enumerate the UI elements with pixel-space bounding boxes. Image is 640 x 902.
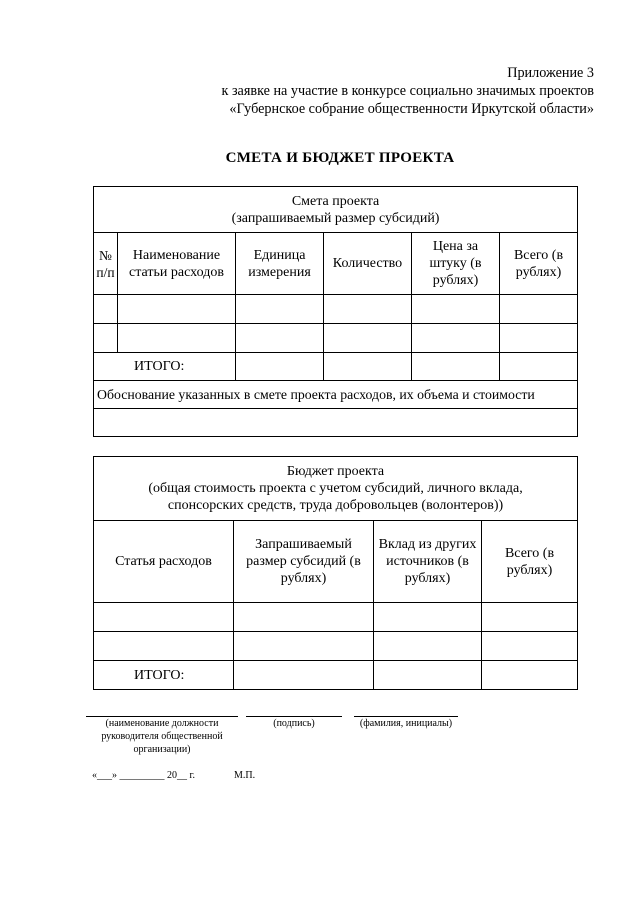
table-cell[interactable] [324,353,412,381]
col-header-qty: Количество [324,233,412,295]
appendix-number: Приложение 3 [507,65,594,81]
table-cell[interactable] [500,295,578,324]
col-header-item: Статья расходов [94,521,234,603]
table-cell[interactable] [118,324,236,353]
signature-caption: (подпись) [273,718,315,729]
table-cell[interactable] [412,295,500,324]
col-header-no: № п/п [94,233,118,295]
appendix-subtitle: к заявке на участие в конкурсе социально значимых проектов [221,83,594,99]
smeta-title: Смета проекта [291,193,380,209]
table-cell[interactable] [374,632,482,661]
budget-title-cell [94,457,578,521]
table-cell[interactable] [482,661,578,690]
table-cell[interactable] [234,632,374,661]
col-header-total: Всего (в рублях) [482,521,578,603]
budget-title: Бюджет проекта [286,464,385,479]
budget-table [93,456,578,690]
table-cell[interactable] [324,324,412,353]
table-cell[interactable] [234,661,374,690]
table-row [94,295,578,324]
smeta-title-cell [94,187,578,233]
smeta-table [93,186,578,437]
table-row [94,603,578,632]
table-cell[interactable] [236,295,324,324]
table-cell[interactable] [482,603,578,632]
justification-field[interactable] [94,409,578,437]
budget-subtitle-2: спонсорских средств, труда добровольцев (волонтеров)) [167,498,504,513]
appendix-contest-name: «Губернское собрание общественности Иркутской области» [229,101,594,117]
table-row [94,324,578,353]
table-cell[interactable] [118,295,236,324]
table-cell[interactable] [374,603,482,632]
total-label: ИТОГО: [94,661,234,690]
stamp-mark: М.П. [234,770,256,781]
table-cell[interactable] [482,632,578,661]
appendix-header [222,64,595,118]
position-caption: (наименование должности руководителя общественной организации) [101,718,223,755]
table-row [94,632,578,661]
table-cell[interactable] [374,661,482,690]
total-label: ИТОГО: [94,353,236,381]
document-title: СМЕТА И БЮДЖЕТ ПРОЕКТА [225,150,455,166]
table-cell[interactable] [236,353,324,381]
col-header-unit: Единица измерения [236,233,324,295]
table-cell[interactable] [412,353,500,381]
name-caption: (фамилия, инициалы) [359,718,453,729]
table-cell[interactable] [94,295,118,324]
total-row [94,661,578,690]
col-header-requested: Запрашиваемый размер субсидий (в рублях) [234,521,374,603]
date-line: «___» _________ 20__ г. [92,770,195,781]
budget-subtitle-1: (общая стоимость проекта с учетом субсидий, личного вклада, [148,481,523,496]
col-header-name: Наименование статьи расходов [118,233,236,295]
table-cell[interactable] [236,324,324,353]
table-cell[interactable] [234,603,374,632]
total-row [94,353,578,381]
table-cell[interactable] [94,324,118,353]
col-header-total: Всего (в рублях) [500,233,578,295]
table-cell[interactable] [324,295,412,324]
smeta-subtitle: (запрашиваемый размер субсидий) [231,210,440,226]
table-cell[interactable] [94,632,234,661]
table-cell[interactable] [500,353,578,381]
col-header-other: Вклад из других источников (в рублях) [374,521,482,603]
col-header-price: Цена за штуку (в рублях) [412,233,500,295]
table-cell[interactable] [94,603,234,632]
table-cell[interactable] [412,324,500,353]
table-cell[interactable] [500,324,578,353]
justification-label: Обоснование указанных в смете проекта расходов, их объема и стоимости [94,381,578,409]
